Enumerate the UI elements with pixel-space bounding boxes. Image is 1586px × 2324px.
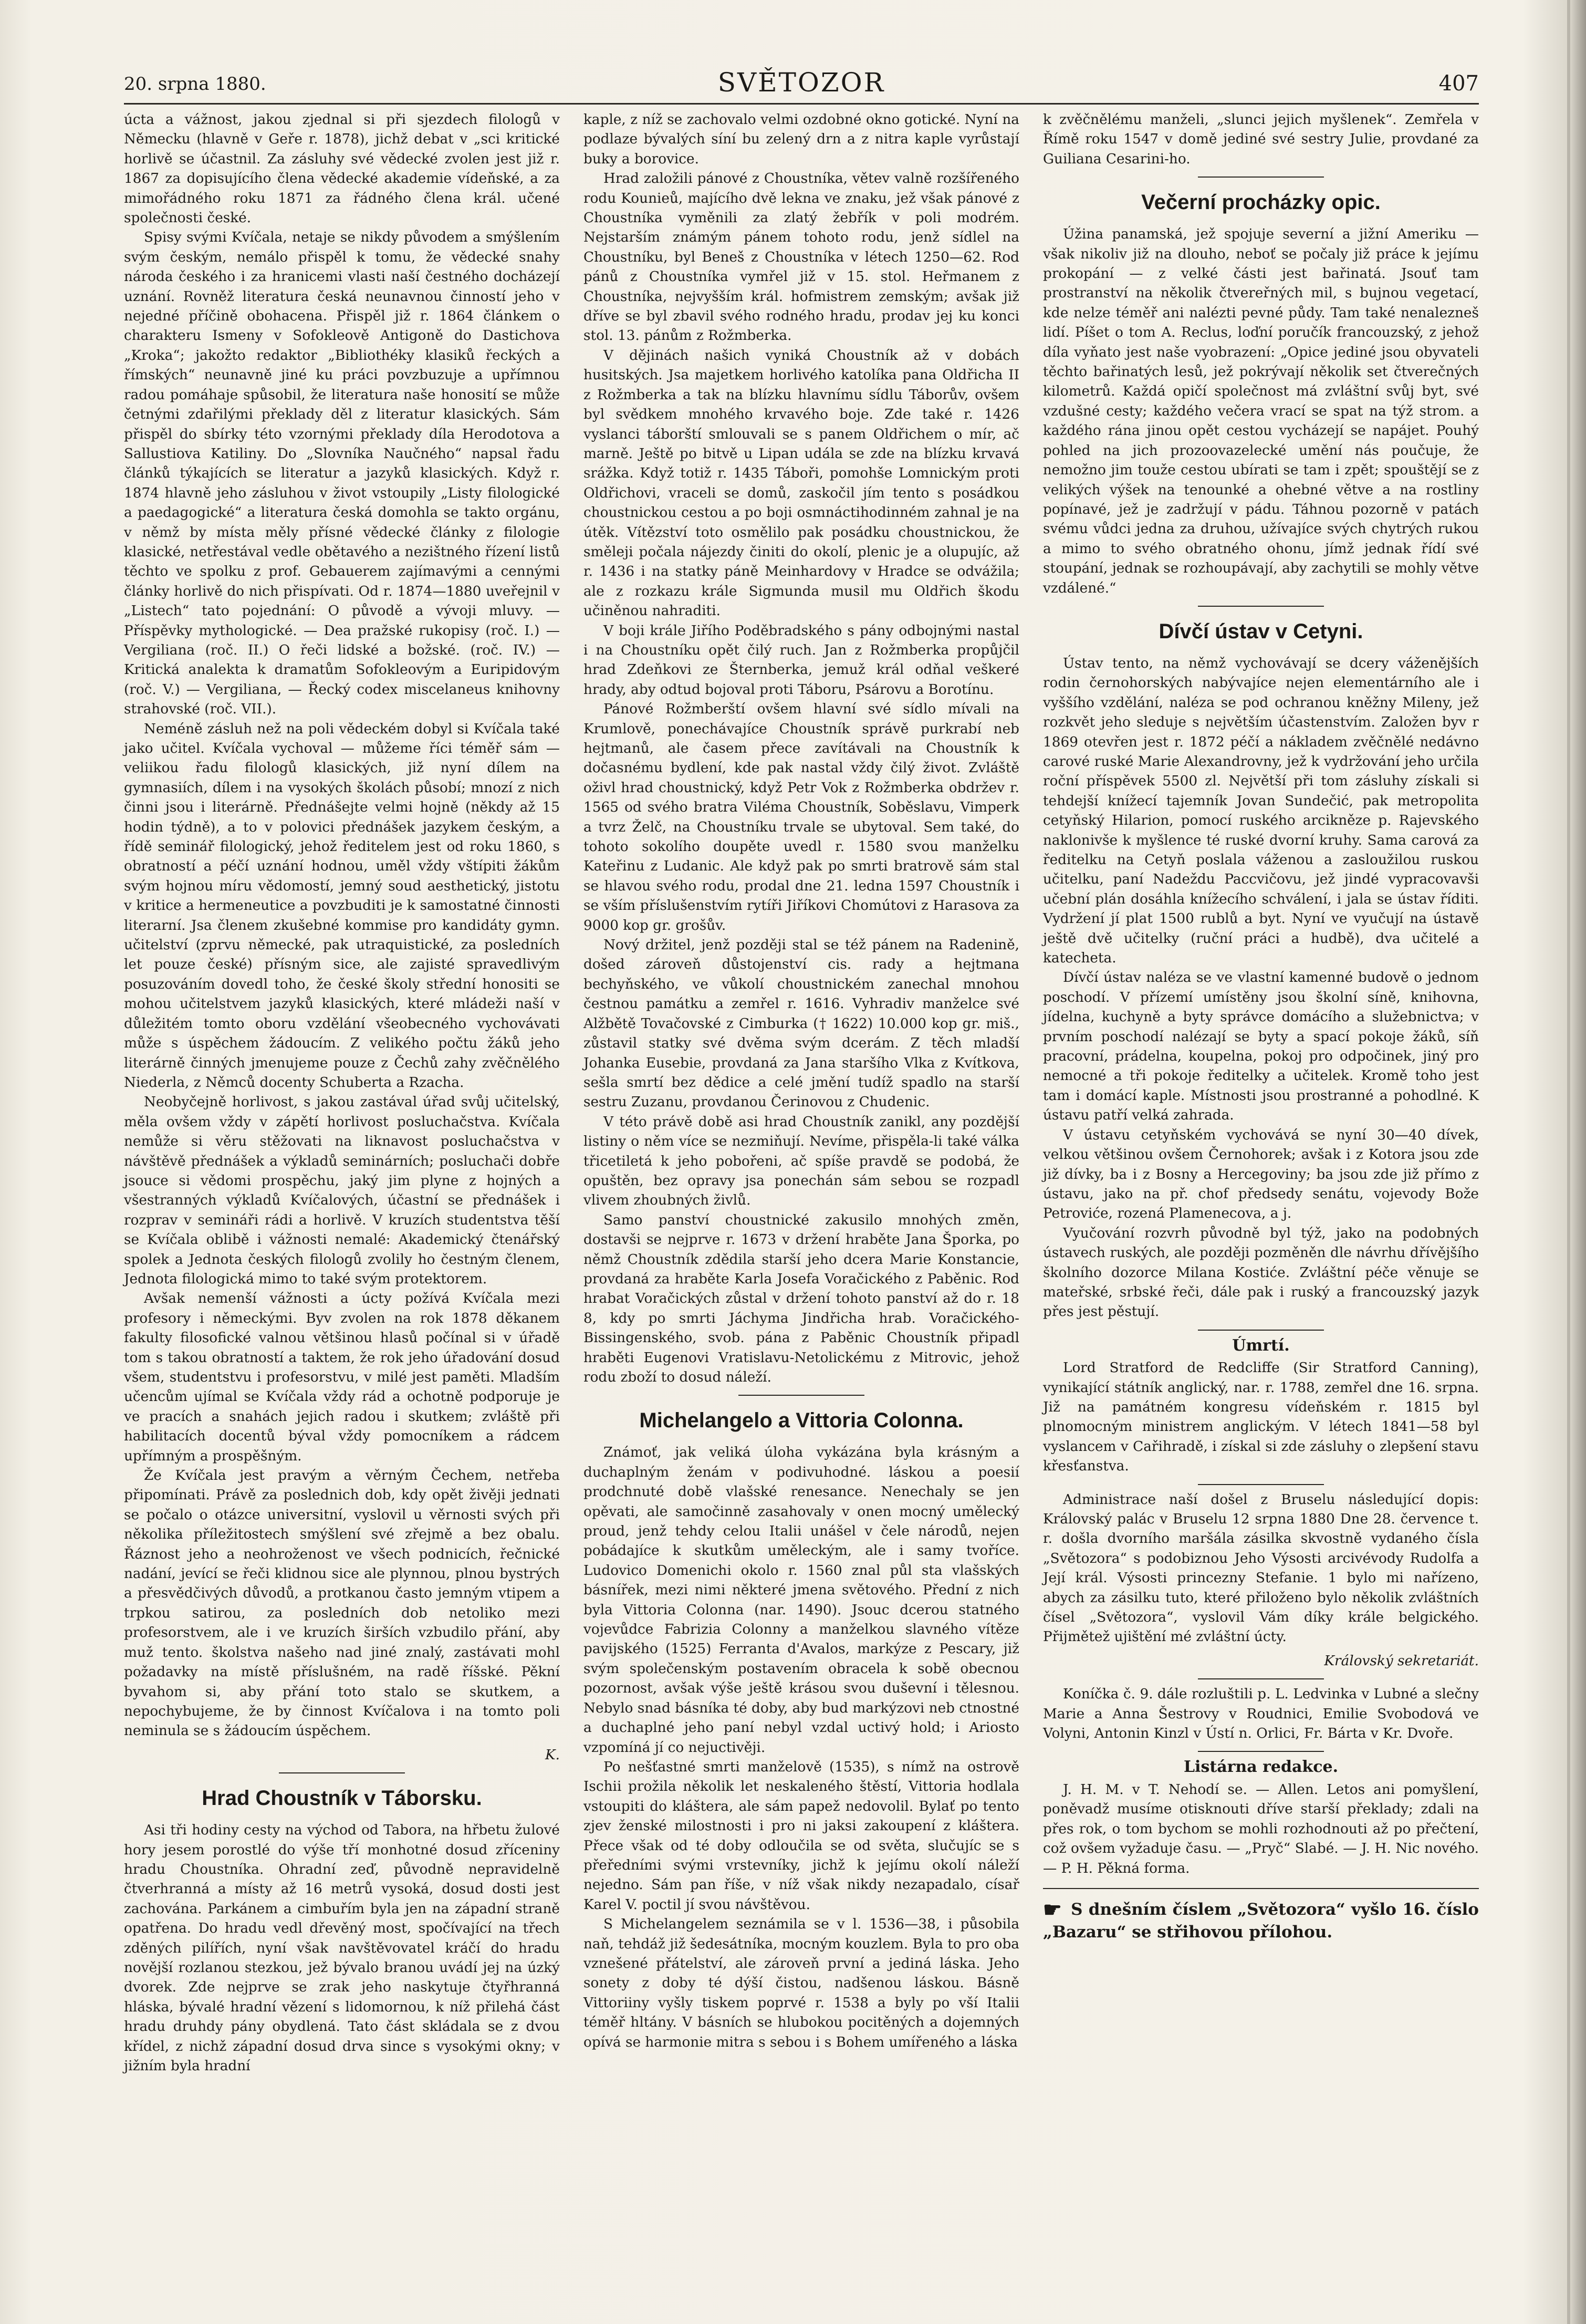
pointing-hand-icon: ☛ — [1043, 1897, 1062, 1922]
separator — [1198, 1678, 1324, 1679]
paragraph: Že Kvíčala jest pravým a věrným Čechem, netřeba připomínati. Právě za poslednich dob, kdy opět živěji jednati se počalo o otázce universitní, vyslovil u věrnosti svých při několika příležitostech smýšlení své zřejmě a bez obalu. Řáznost jeho a neohroženost ve všech podnicích, řečnické nadání, jevící se řeči klidnou sice ale plynnou, plnou bystrých a přesvědčivých důvodů, a protkanou často jemným vtipem a trpkou satirou, za posledních dob netoliko mezi profesorstvem, ale i ve kruzích širších vzbudilo přání, aby muž tento. školstva našeho nad jiné znalý, zastávati mohl požadavky na místě příslušném, na radě říšské. Pěkní byvahom si, aby přání toto stalo se skutkem, a nepochybujeme, že by činnost Kvíčalova i na tomto poli neminula se s žádoucím úspěchem. — [124, 1468, 560, 1739]
paragraph: Lord Stratford de Redcliffe (Sir Stratford Canning), vynikající státník anglický, nar. r. 1788, zemřel dne 16. srpna. Již na památném kongresu vídeňském r. 1815 byl plnomocným ministrem anglickým. V létech 1841—58 byl vyslancem v Cařihradě, i získal si zde zásluhy o zlepšení stavu křesťanstva. — [1043, 1360, 1479, 1475]
paragraph: Vyučování rozvrh původně byl týž, jako na podobných ústavech ruských, ale později pozměněn dle návrhu dřívějšího školního dozorce Milana Kostiće. Zvláštní péče věnuje se mateřské, srbské řeči, dále pak i ruský a francouzský jazyk přes jest pěstují. — [1043, 1225, 1479, 1320]
notice-text: S dnešním číslem „Světozora“ vyšlo 16. číslo „Bazaru“ se střihovou přílohou. — [1043, 1900, 1479, 1942]
paragraph: Známoť, jak veliká úloha vykázána byla krásným a duchaplným ženám v podivuhodné. láskou a poesií prodchnuté době vlašské renesance. Nenechaly se jen opěvati, ale samočinně zasahovaly v onen mocný umělecký proud, jenž tehdy celou Italii unášel v čele národů, nejen pobádajíce k skutkům uměleckým, ale i samy tvoříce. Ludovico Domenichi okolo r. 1560 znal půl sta vlašských básnířek, mezi nimi některé jmena světového. Přední z nich byla Vittoria Colonna (nar. 1490). Jsouc dcerou statného vojevůdce Fabrizia Colonny a manželkou slavného vítěze pavijského (1525) Ferranta d'Avalos, markýze z Pescary, již svým společenským postavením obracela k sobě obecnou pozornost, avšak výše ještě krásou svou duševní i tělesnou. Nebylo snad básníka té doby, aby bud markýzovi neb ctnostné a duchaplné jeho paní nebyl vzdal uctivý hold; i Ariosto vzpomíná jí co nejuctivěji. — [583, 1445, 1019, 1756]
paragraph: Pánové Rožmberští ovšem hlavní své sídlo mívali na Krumlově, ponechávajíce Choustník správě purkrabí neb hejtmanů, ale časem přece zavítávali na Choustník k dočasnému bydlení, kde pak nastal vždy čilý život. Zvláště oživl hrad choustnický, když Petr Vok z Rožmberka obdržev r. 1565 od svého bratra Viléma Choustník, Soběslavu, Vimperk a tvrz Želč, na Choustníku trvale se ubytoval. Sem také, do tohoto sokolího doupěte uvedl r. 1580 svou manželku Kateřinu z Ludanic. Ale když pak po smrti bratrově sám stal se hlavou svého rodu, prodal dne 21. ledna 1597 Choustník i se vším příslušenstvím rytíři Jiříkovi Chomútovi z Harasova za 9000 kop gr. grošův. — [583, 701, 1019, 933]
separator — [738, 1395, 864, 1396]
page-number: 407 — [1438, 71, 1479, 96]
column-3 — [1043, 110, 1479, 2212]
paragraph: Koníčka č. 9. dále rozluštili p. L. Ledvinka v Lubné a slečny Marie a Anna Šestrovy v Roudnici, Emilie Svobodová ve Volyni, Antonin Kinzl v Ústí n. Orlici, Fr. Bárta v Kr. Dvoře. — [1043, 1686, 1479, 1742]
column-2 — [583, 110, 1019, 2201]
paragraph: Spisy svými Kvíčala, netaje se nikdy původem a smýšlením svým českým, nemálo přispěl k tomu, že vědecké snahy národa českého i za hranicemi vlasti naší čestného docházejí uznání. Rovněž literatura česká neunavnou činností jeho v nejedné příčině obohacena. Přispěl již r. 1864 článkem o charakteru Ismeny v Sofokleově Antigoně do Dastichova „Kroka“; jakožto redaktor „Bibliothéky klasiků řeckých a římských“ neunavně jiné ku práci povzbuzuje a upřímnou radou pomáhaje spůsobil, že literatura naše honosití se může četnými zdařilými překlady děl z literatur klasických. Sám přispěl do sbírky této vzornými překlady díla Herodotova a Sallustiova Katiliny. Do „Slovníka Naučného“ napsal řadu článků týkajících se literatur a jazyků klasických. Když r. 1874 hlavně jeho zásluhou v život vstoupily „Listy filologické a paedagogické“ a literatura česká domohla se takto orgánu, v němž by místa měly přísné vědecké články z filologie klasické, netřestával vedle obětavého a nezištného řízení listů těchto ve spolku z prof. Gebauerem zajímavými a cennými články horlivě do nich přispívati. Od r. 1874—1880 uveřejnil v „Listech“ tato pojednání: O původě a vývoji mluvy. — Příspěvky mythologické. — Dea pražské rukopisy (roč. I.) — Vergiliana (roč. II.) O řeči lidské a božské. (roč. IV.) — Kritická analekta k dramatům Sofokleovým a Euripidovým (roč. V.) — Vergiliana, — Řecký codex miscelaneus knihovny strahovské (roč. VII.). — [124, 230, 560, 718]
separator — [1198, 1330, 1324, 1331]
article-title-opice: Večerní procházky opic. — [1141, 191, 1381, 214]
masthead-title: SVĚTOZOR — [717, 67, 885, 98]
paragraph: úcta a vážnost, jakou zjednal si při sjezdech filologů v Německu (hlavně v Geře r. 1878), jichž debat v „sci kritické horlivě se účastnil. Za zásluhy své vědecké zvolen jest již r. 1867 za dopisujícího člena vědecké akademie vídeňské, a za mimořádného roku 1871 za řádného člena král. učené společnosti české. — [124, 112, 560, 226]
separator — [1198, 1484, 1324, 1485]
paragraph: V boji krále Jiřího Poděbradského s pány odbojnými nastal i na Choustníku opět čilý ruch. Jan z Rožmberka propůjčil hrad Zdeňkovi ze Šternberka, jemuž král odňal veškeré hrady, aby odtud bojoval proti Táboru, Psárovu a Borotínu. — [583, 622, 1019, 698]
paragraph: Po nešťastné smrti manželově (1535), s nímž na ostrově Ischii prožila několik let neskaleného štěstí, Vittoria hodlala vstoupiti do kláštera, ale sám papež nedovolil. Bylať po tento zjev ženské milostnosti i pro ni jaksi zakoupení z kláštera. Přece však od té doby odloučila se od světa, slučujíc se s přeředními svými vrstevníky, jichž k jejímu okolí náleží nejedno. Sám pan říše, v níž však nikdy nezapadalo, císař Karel V. poctil jí svou návštěvou. — [583, 1759, 1019, 1913]
paragraph: V dějinách našich vyniká Choustník až v dobách husitských. Jsa majetkem horlivého katolíka pana Oldřicha II z Rožmberka a tak na blízku hlavnímu sídlu Táborův, ovšem byl svědkem mnohého krvavého boje. Zde také r. 1426 vyslanci táborští smlouvali se s panem Oldřichem o mír, ač marně. Ještě po bitvě u Lipan udála se zde na blízku krvavá srážka. Když totiž r. 1435 Táboři, pomohše Lomnickým proti Oldřichovi, vraceli se domů, zaskočil jím tento s posádkou choustnickou cestou a po boji osmnáctihodinném zahnal je na útěk. Vítězství toto osmělilo pak posádku choustnickou, že směleji počala nájezdy činiti do okolí, plenic je a olupujíc, až r. 1436 i na statky páně Meinhardovy v Hradce se odvážila; ale z rozkazu krále Sigmunda musil mu Oldřich škodu učiněnou nahraditi. — [583, 347, 1019, 619]
article-title-michelangelo: Michelangelo a Vittoria Colonna. — [639, 1409, 964, 1433]
author-signature: K. — [545, 1747, 560, 1763]
section-title-listarna: Listárna redakce. — [1183, 1758, 1339, 1777]
section-title-umrti: Úmrtí. — [1232, 1336, 1290, 1355]
paragraph: Dívčí ústav naléza se ve vlastní kamenné budově o jednom poschodí. V přízemí umístěny jsou školní síně, knihovna, jídelna, kuchyně a byty správce domácího a služebnictva; v prvním poschodí nalézají se byty a spací pokoje žáků, síň pracovní, prádelna, koupelna, pokoj pro odpočinek, jiný pro nemocné a tři pokoje ředitelky a učitelek. Kromě toho jest tam i domácí kaple. Místnosti jsou prostranné a pohodlné. K ústavu patří velká zahrada. — [1043, 970, 1479, 1124]
paragraph: V této právě době asi hrad Choustník zanikl, any pozdější listiny o něm více se nezmiňují. Nevíme, přispěla-li také válka třicetiletá k jeho pobořeni, ač spíše pravdě se podobá, že opuštěn, bez opravy jsa ponechán sám sebou se rozpadl vlivem zhoubných živlů. — [583, 1114, 1019, 1209]
paragraph: Neobyčejně horlivost, s jakou zastával úřad svůj učitelský, měla ovšem vždy v zápětí horlivost posluchačstva. Kvíčala nemůže si věru stěžovati na liknavost posluchačstva v návštěvě přednášek a výkladů seminárních; posluchači dobře jsouce si vědomi prospěchu, jaký jim plyne z hojných a všestranných výkladů Kvíčalových, účastní se přednášek i rozprav v semináři rádi a horlivě. V kruzích studentstva těší se Kvíčala oblibě i vážnosti nemalé: Akademický čtenářský spolek a Jednota českých filologů zvolily ho čestným členem, Jednota filologická mimo to také svým protektorem. — [124, 1094, 560, 1287]
article-title-cetyne: Dívčí ústav v Cetyni. — [1159, 619, 1363, 643]
separator — [279, 1772, 405, 1773]
paragraph: S Michelangelem seznámila se v l. 1536—38, i působila naň, tehdáž již šedesátníka, mocným kouzlem. Byla to pro oba vznešené přátelství, ale zároveň první a jediná láska. Jeho sonety z doby té dýší čistou, nadšenou láskou. Básně Vittoriiny vyšly tiskem poprvé r. 1538 a byly po vší Italii téměř hltány. V básních se hlubokou pocitěných a dojemných opívá se harmonie mitra s sebou i s Bohem umířeného a láska — [583, 1916, 1019, 2050]
paragraph: Avšak nemenší vážnosti a úcty požívá Kvíčala mezi profesory i německými. Byv zvolen na rok 1878 děkanem fakulty filosofické valnou většinou hlasů počínal si v úřadě tom s takou obratností a taktem, že rok jeho úřadování dosud všem, studentstvu i profesorstvu, v milé jest paměti. Mladším učencům ujímal se Kvíčala vždy rád a ochotně podporuje je ve pracích a snahách jejich radou i skutkem; zvláště při habilitacích docentů býval vždy pomocníkem a rádcem upřímným a prospěšným. — [124, 1291, 560, 1464]
page-edge — [1567, 0, 1570, 2324]
paragraph: V ústavu cetyňském vychovává se nyní 30—40 dívek, velkou většinou ovšem Černohorek; avšak i z Kotora jsou zde již dívky, ba i z Bosny a Hercegoviny; ba jsou zde již přímo z ústavu, jako na př. chof předsedy senátu, vojevody Bože Petroviće, rozená Plamenecova, a j. — [1043, 1127, 1479, 1222]
separator — [1198, 1751, 1324, 1752]
paragraph: J. H. M. v T. Nehodí se. — Allen. Letos ani pomyšlení, poněvadž musíme otisknouti dříve starší překlady; zdali na přes rok, o tom bychom se mohli rozhodnouti až po přečtení, což ovšem vyžaduje času. — „Pryč“ Slabé. — J. H. Nic nového. — P. H. Pěkná forma. — [1043, 1781, 1479, 1876]
paragraph: Administrace naší došel z Bruselu následující dopis: Královský palác v Bruselu 12 srpna 1880 Dne 28. července t. r. došla dvorního maršála zásilka skvostně vydaného čísla „Světozora“ s podobiznou Jeho Výsosti arcivévody Rudolfa a Její král. Výsosti princezny Stefanie. 1 bylo mi nařízeno, abych za zásilku tuto, které přiloženo bylo několik zvláštních čísel „Světozora“, vyslovil Vám díky krále belgického. Přijmětež ujištění mé zvláštní úcty. — [1043, 1491, 1479, 1645]
paragraph: Nový držitel, jenž později stal se též pánem na Radenině, došed zároveň důstojenství cis. rady a hejtmana bechyňského, ve vůkolí choustnickém zanechal mnohou čestnou památku a zemřel r. 1616. Vyhradiv manželce své Alžbětě Tovačovské z Cimburka († 1622) 10.000 kop gr. miš., zůstavil statky své dvěma svým dcerám. Z těch mladší Johanka Eusebie, provdaná za Jana staršího Vlka z Kvítkova, sešla smrtí bez dědice a celé jmění tudíž spadlo na starší sestru Zuzanu, provdanou Čerinovou z Chudenic. — [583, 937, 1019, 1111]
article-title-choustnik: Hrad Choustník v Táborsku. — [202, 1787, 482, 1810]
paragraph: kaple, z níž se zachovalo velmi ozdobné okno gotické. Nyní na podlaze bývalých síní bu zelený drn a z nitra kaple vyrůstají buky a borovice. — [583, 112, 1019, 167]
header-rule — [124, 103, 1479, 105]
bazar-notice — [1043, 1898, 1479, 1943]
separator — [1198, 606, 1324, 607]
separator — [1198, 177, 1324, 178]
paragraph: Hrad založili pánové z Choustníka, větev valně rozšířeného rodu Kounieů, majícího dvě lekna ve znaku, jež však pánové z Choustníka vyměnili za zlatý žebřík v poli modrém. Nejstarším známým pánem tohoto rodu, jenž sídlel na Choustníku, byl Beneš z Choustníka v létech 1250—62. Rod pánů z Choustníka vymřel již v 15. stol. Heřmanem z Choustníka, nejvyšším král. hofmistrem zemským; avšak již dříve se byl zbavil svého rodného hradu, prodav jej ku konci stol. 13. pánům z Rožmberka. — [583, 171, 1019, 344]
issue-date: 20. srpna 1880. — [124, 74, 266, 95]
page-header — [124, 62, 1479, 104]
paragraph: k zvěčnělému manželi, „slunci jejich myšlenek“. Zemřela v Římě roku 1547 v domě jediné své sestry Julie, provdané za Guiliana Cesarini-ho. — [1043, 112, 1479, 167]
paragraph: Asi tři hodiny cesty na východ od Tabora, na hřbetu žulové hory jesem porostlé do výše tří monhotné dosud zříceniny hradu Choustníka. Ohradní zeď, původně nepravidelně čtverhranná a místy až 16 metrů vysoká, dosud dosti jest zachována. Parkánem a cimbuřím byla jen na západní straně opatřena. Do hradu vedl dřevěný most, spočívající na třech zděných pilířích, nyní však navštěvovatel kráčí do hradu novější rozlanou stezkou, jež bývalo branou uvádí jej na úzký dvorek. Zde nejprve se zrak jeho naskytuje čtyřhranná hláska, bývalé hradní vězení s lidomornou, k níž přilehá část hradu druhdy pány obydlená. Tato část skládala se z dvou křídel, z nichž západní dosud drva since s vysokými okny; v jižním byla hradní — [124, 1822, 560, 2074]
paragraph: Samo panství choustnické zakusilo mnohých změn, dostavši se nejprve r. 1673 v držení hraběte Jana Šporka, po němž Choustník zdědila starší jeho dcera Marie Konstancie, provdaná za hraběte Karla Josefa Voračického z Paběnic. Rod hrabat Voračických zůstal v držení tohoto panství až do r. 18 8, kdy po smrti Jáchyma Jindřicha hrab. Voračického-Bissingenského, svob. pána z Paběnic Choustník připadl hraběti Eugenovi Vratislavu-Netolickému z Mitrovic, jehož rodu zboží to dosud náleží. — [583, 1212, 1019, 1385]
paragraph: Ústav tento, na němž vychovávají se dcery váženějších rodin černohorských nabývajíce nejen elementárního ale i vyššího vzdělání, naléza se pod ochranou kněžny Mileny, jež rozkvět jeho sleduje s největším účastenstvím. Založen byv r 1869 otevřen jest r. 1872 péčí a nákladem zvěčnělé nedávno carové ruské Marie Alexandrovny, jež k vydržování jeho určila roční příspěvek 5500 zl. Největší při tom zásluhy získali si tehdejší knížecí tajemník Jovan Sundečić, pak metropolita cetyňský Hilarion, pomocí ruského arcikněze p. Rajevského naklonivše k myšlence té ruské dvorní kruhy. Sama carová za ředitelku na Cetyň poslala váženou a zasloužilou ruskou učitelku, paní Nadeždu Paccvičovu, jež jindé vypracovavši učební plán dosáhla knížecího schválení, i jala se ústav říditi. Vydržení jí plat 1500 rublů a byt. Nyní ve vyučují na ústavě ještě dvě učitelky (ruční práci a hudbě), dva učitelé a katecheta. — [1043, 655, 1479, 967]
column-1 — [124, 110, 560, 2074]
paragraph: Úžina panamská, jež spojuje severní a jižní Ameriku — však nikoliv již na dlouho, neboť se počaly již práce k jejímu prokopání — z velké části jest bařinatá. Jsouť tam prostranství na několik čtvereřných mil, s bujnou vegetací, kde nelze téměř ani nalézti pevné půdy. Tam také nenalezneš lidí. Píšet o tom A. Reclus, loďní poručík francouzský, z jehož díla vyňato jest naše vyobrazení: „Opice jediné jsou obyvateli těchto bařinatých lesů, jež pokrývají několik set čtverečných kilometrů. Každá opičí společnost má zvláštní svůj byt, své vzdušné cesty; každého večera vrací se spat na týž strom. a každého rána jinou opět cestou vycházejí se napájet. Pouhý pohled na jich prozoovazelecké umění nás poučuje, že nemožno jim touže cestou ubírati se tam i zpět; spouštějí se z velikých výšek na tenounké a ohebné větve a na rostliny popínavé, jež je zadržují v pádu. Táhnou pozorně v patách svému vůdci jedna za druhou, užívajíce svých chytrých rukou a mimo to svého obratného ohonu, jímž jednak řídí své stoupání, jednak se rozhoupávají, aby zachytili se mohly větve vzdálené.“ — [1043, 226, 1479, 596]
admin-signature: Královský sekretariát. — [1324, 1653, 1479, 1669]
paragraph: Neméně zásluh než na poli vědeckém dobyl si Kvíčala také jako učitel. Kvíčala vychoval — můžeme říci téměř sám — veliikou řadu filologů klasických, již nyní dílem na gymnasiích, dílem i na vysokých školách působí; mnozí z nich činni jsou i literárně. Přednášejte velmi hojně (někdy až 15 hodin týdně), a to v polovici přednášek jazykem českým, a řídě seminář filologický, jehož ředitelem jest od roku 1860, s obratností a péčí uznání hodnou, uměl vždy vštípiti žákům svým hojnou míru vědomostí, jemný soud aesthetický, jistotu v kritice a hermeneutice a povzbuditi je k samostatné činnosti literarní. Jsa členem zkušebné kommise pro kandidáty gymn. učitelství (zprvu německé, pak utraquistické, za posledních let pouze české) přísným sice, ale zajisté spravedlivým posuzováním dovedl toho, že české školy střední honositi se mohou učitelstvem jazyků klasických, které mládeži naší v důležitém tomto oboru vzdělání všeobecného vychovávati může s úspěchem žádoucím. Z velikého počtu žáků jeho literárně činných jmenujeme pouze z Čechů zahy zvěčnělého Niederla, z Němců docenty Schuberta a Rzacha. — [124, 721, 560, 1091]
separator — [1043, 1888, 1479, 1889]
